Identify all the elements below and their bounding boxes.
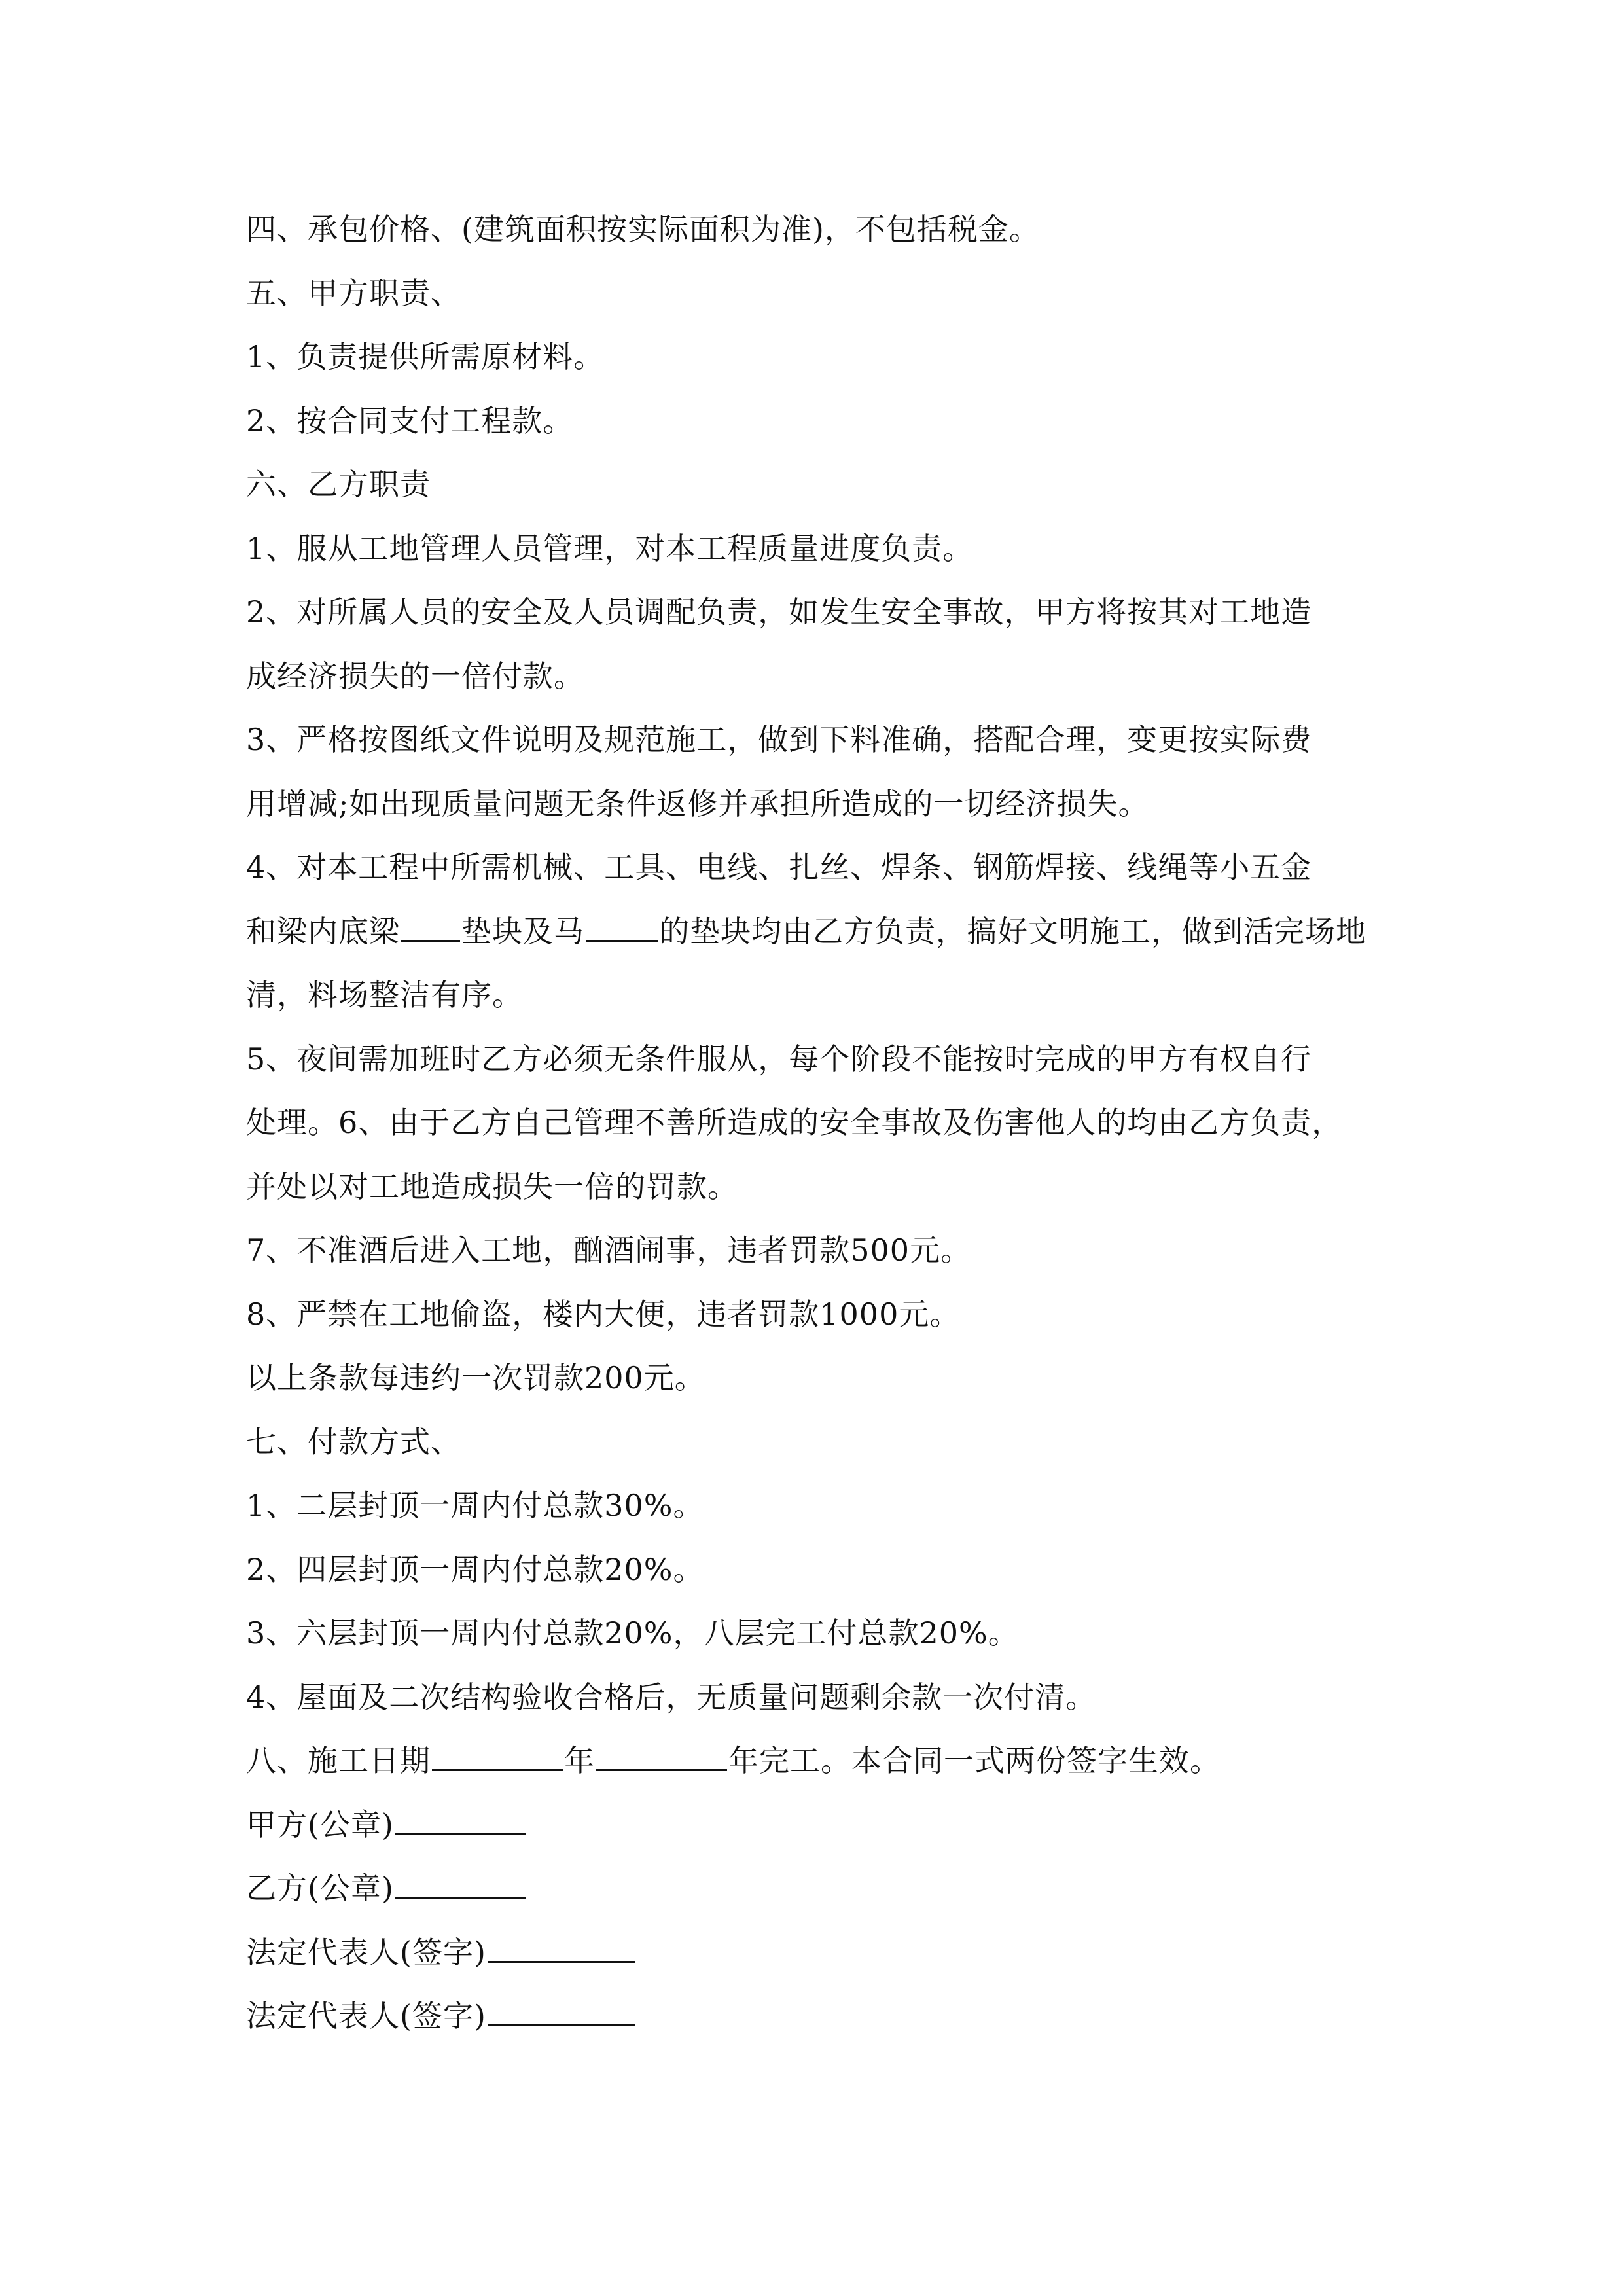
payment-item-2: 2、四层封顶一周内付总款20%。 — [246, 1551, 704, 1587]
contract-body — [246, 198, 1398, 2049]
section-heading-party-b: 六、乙方职责 — [246, 467, 431, 502]
text-segment: 八、施工日期 — [246, 1743, 431, 1778]
section-heading-schedule — [246, 1729, 1398, 1793]
signature-label: 法定代表人(签字) — [246, 1998, 486, 2034]
text-segment: 垫块及马 — [461, 913, 584, 949]
signature-label: 乙方(公章) — [246, 1871, 394, 1906]
signature-blank — [395, 1799, 526, 1835]
party-b-item-3-line-1: 3、严格按图纸文件说明及规范施工，做到下料准确，搭配合理，变更按实际费 — [246, 722, 1312, 757]
signature-blank — [488, 1927, 635, 1963]
party-b-item-8: 8、严禁在工地偷盗，楼内大便，违者罚款1000元。 — [246, 1296, 961, 1332]
party-b-item-2-line-1: 2、对所属人员的安全及人员调配负责，如发生安全事故，甲方将按其对工地造 — [246, 594, 1312, 630]
signature-blank — [395, 1863, 526, 1899]
signature-label: 法定代表人(签字) — [246, 1934, 486, 1970]
signature-party-a — [246, 1793, 1398, 1857]
section-heading-payment: 七、付款方式、 — [246, 1424, 461, 1460]
signature-party-b — [246, 1857, 1398, 1921]
signature-blank — [488, 1990, 635, 2026]
party-b-item-4-line-2 — [246, 900, 1398, 964]
section-heading-party-a: 五、甲方职责、 — [246, 275, 461, 311]
fill-in-blank — [586, 906, 658, 942]
text-segment: 年 — [564, 1743, 595, 1778]
date-blank — [432, 1735, 563, 1771]
party-b-item-5-line-1: 5、夜间需加班时乙方必须无条件服从，每个阶段不能按时完成的甲方有权自行 — [246, 1041, 1312, 1077]
payment-item-3: 3、六层封顶一周内付总款20%，八层完工付总款20%。 — [246, 1615, 1019, 1651]
party-b-item-2-line-2: 成经济损失的一倍付款。 — [246, 658, 584, 694]
penalty-note: 以上条款每违约一次罚款200元。 — [246, 1360, 705, 1395]
text-segment: 的垫块均由乙方负责，搞好文明施工，做到活完场地 — [659, 913, 1366, 949]
party-b-item-7: 7、不准酒后进入工地，酗酒闹事，违者罚款500元。 — [246, 1232, 972, 1268]
party-a-item-1: 1、负责提供所需原材料。 — [246, 339, 605, 374]
party-a-item-2: 2、按合同支付工程款。 — [246, 403, 574, 439]
party-b-item-4-line-1: 4、对本工程中所需机械、工具、电线、扎丝、焊条、钢筋焊接、线绳等小五金 — [246, 850, 1312, 885]
section-heading-price: 四、承包价格、(建筑面积按实际面积为准)，不包括税金。 — [246, 211, 1040, 247]
date-blank — [596, 1735, 727, 1771]
party-b-item-1: 1、服从工地管理人员管理，对本工程质量进度负责。 — [246, 530, 974, 566]
party-b-item-4-line-3: 清，料场整洁有序。 — [246, 977, 523, 1013]
payment-item-1: 1、二层封顶一周内付总款30%。 — [246, 1488, 704, 1523]
party-b-item-5-line-2: 处理。6、由于乙方自己管理不善所造成的安全事故及伤害他人的均由乙方负责， — [246, 1105, 1343, 1140]
signature-label: 甲方(公章) — [246, 1806, 394, 1842]
signature-legal-rep-a — [246, 1921, 1398, 1985]
signature-legal-rep-b — [246, 1984, 1398, 2049]
party-b-item-3-line-2: 用增减;如出现质量问题无条件返修并承担所造成的一切经济损失。 — [246, 785, 1149, 821]
party-b-item-6-line-2: 并处以对工地造成损失一倍的罚款。 — [246, 1168, 738, 1204]
payment-item-4: 4、屋面及二次结构验收合格后，无质量问题剩余款一次付清。 — [246, 1679, 1097, 1715]
fill-in-blank — [401, 906, 460, 942]
text-segment: 年完工。本合同一式两份签字生效。 — [728, 1743, 1221, 1778]
text-segment: 和梁内底梁 — [246, 913, 400, 949]
